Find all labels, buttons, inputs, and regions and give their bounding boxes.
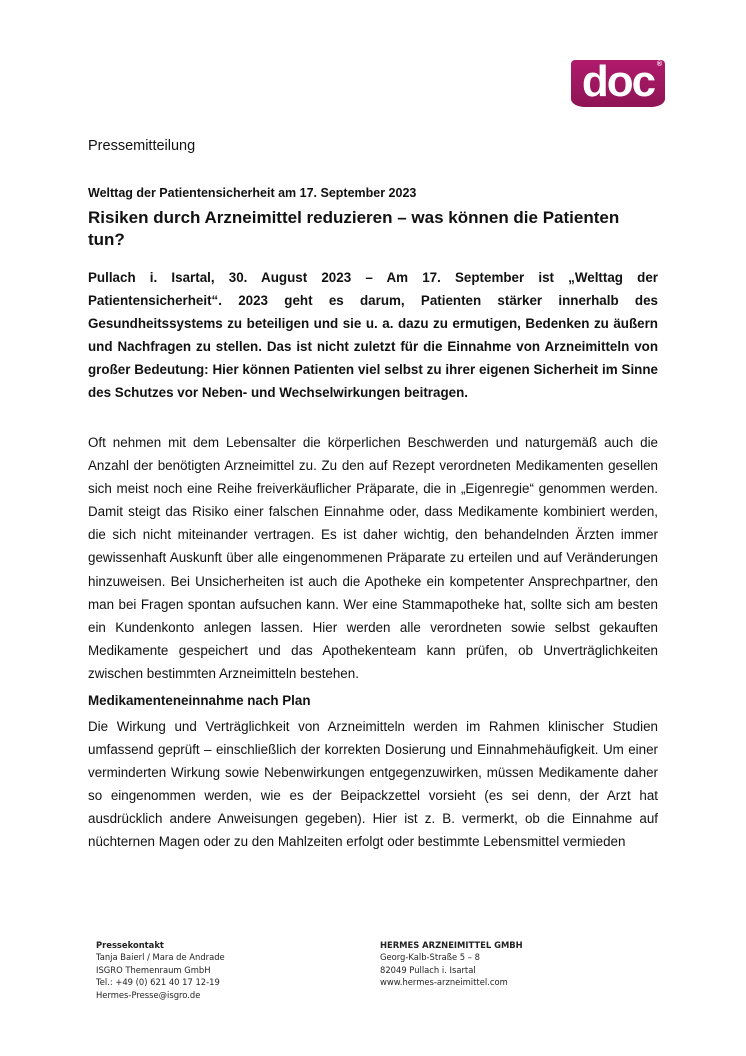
lead-paragraph: Pullach i. Isartal, 30. August 2023 – Am 17. September ist „Welttag der Patientensicherheit“. 2023 geht es darum, Patienten stärker innerhalb des Gesundheitssystems zu beteiligen und sie u. a. dazu zu ermutigen, Bedenken zu äußern und Nachfragen zu stellen. Das ist nicht zuletzt für die Einnahme von Arzneimitteln von großer Bedeutung: Hier können Patienten viel selbst zu ihrer eigenen Sicherheit im Sinne des Schutzes vor Neben- und Wechselwirkungen beitragen. xyxy=(88,270,658,401)
company-address xyxy=(380,939,523,989)
contact-agency: ISGRO Themenraum GmbH xyxy=(96,964,211,975)
company-city: 82049 Pullach i. Isartal xyxy=(380,964,476,975)
company-street: Georg-Kalb-Straße 5 – 8 xyxy=(380,952,480,963)
section-heading: Medikamenteneinnahme nach Plan xyxy=(88,693,311,708)
contact-phone: Tel.: +49 (0) 621 40 17 12-19 xyxy=(96,977,220,988)
doc-logo xyxy=(571,57,665,107)
company-name: HERMES ARZNEIMITTEL GMBH xyxy=(380,940,523,950)
subheading: Welttag der Patientensicherheit am 17. September 2023 xyxy=(88,186,417,200)
contact-email[interactable]: Hermes-Presse@isgro.de xyxy=(96,989,201,1000)
body-paragraph-1: Oft nehmen mit dem Lebensalter die körperlichen Beschwerden und naturgemäß auch die Anzahl der benötigten Arzneimittel zu. Zu den auf Rezept verordneten Medikamenten gesellen sich meist noch eine Reihe freiverkäuflicher Präparate, die in „Eigenregie“ genommen werden. Damit steigt das Risiko einer falschen Einnahme oder, dass Medikamente kombiniert werden, die sich nicht miteinander vertragen. Es ist daher wichtig, den behandelnden Ärzten immer gewissenhaft Auskunft über alle eingenommenen Präparate zu erteilen und auf Veränderungen hinzuweisen. Bei Unsicherheiten ist auch die Apotheke ein kompetenter Ansprechpartner, den man bei Fragen spontan aufsuchen kann. Wer eine Stammapotheke hat, sollte sich am besten ein Kundenkonto anlegen lassen. Hier werden alle verordneten sowie selbst gekauften Medikamente gespeichert und das Apothekenteam kann prüfen, ob Unverträglichkeiten zwischen bestimmten Arzneimitteln bestehen. xyxy=(88,435,658,681)
body-paragraph-2: Die Wirkung und Verträglichkeit von Arzneimitteln werden im Rahmen klinischer Studien umfassend geprüft – einschließlich der korrekten Dosierung und Einnahmehäufigkeit. Um einer verminderten Wirkung sowie Nebenwirkungen entgegenzuwirken, müssen Medikamente daher so eingenommen werden, wie es der Beipackzettel vorsieht (es sei denn, der Arzt hat ausdrücklich andere Anweisungen gegeben). Hier ist z. B. vermerkt, ob die Einnahme auf nüchternen Magen oder zu den Mahlzeiten erfolgt oder bestimmte Lebensmittel vermieden xyxy=(88,719,658,850)
contact-names: Tanja Baierl / Mara de Andrade xyxy=(96,952,225,963)
company-website[interactable]: www.hermes-arzneimittel.com xyxy=(380,977,508,988)
press-contact-title: Pressekontakt xyxy=(96,940,164,950)
page-title: Risiken durch Arzneimittel reduzieren – was können die Patienten tun? xyxy=(88,208,620,249)
registered-mark: ® xyxy=(656,61,662,68)
document-label: Pressemitteilung xyxy=(88,138,196,154)
logo-text: doc xyxy=(581,57,655,106)
press-contact xyxy=(96,939,225,1001)
